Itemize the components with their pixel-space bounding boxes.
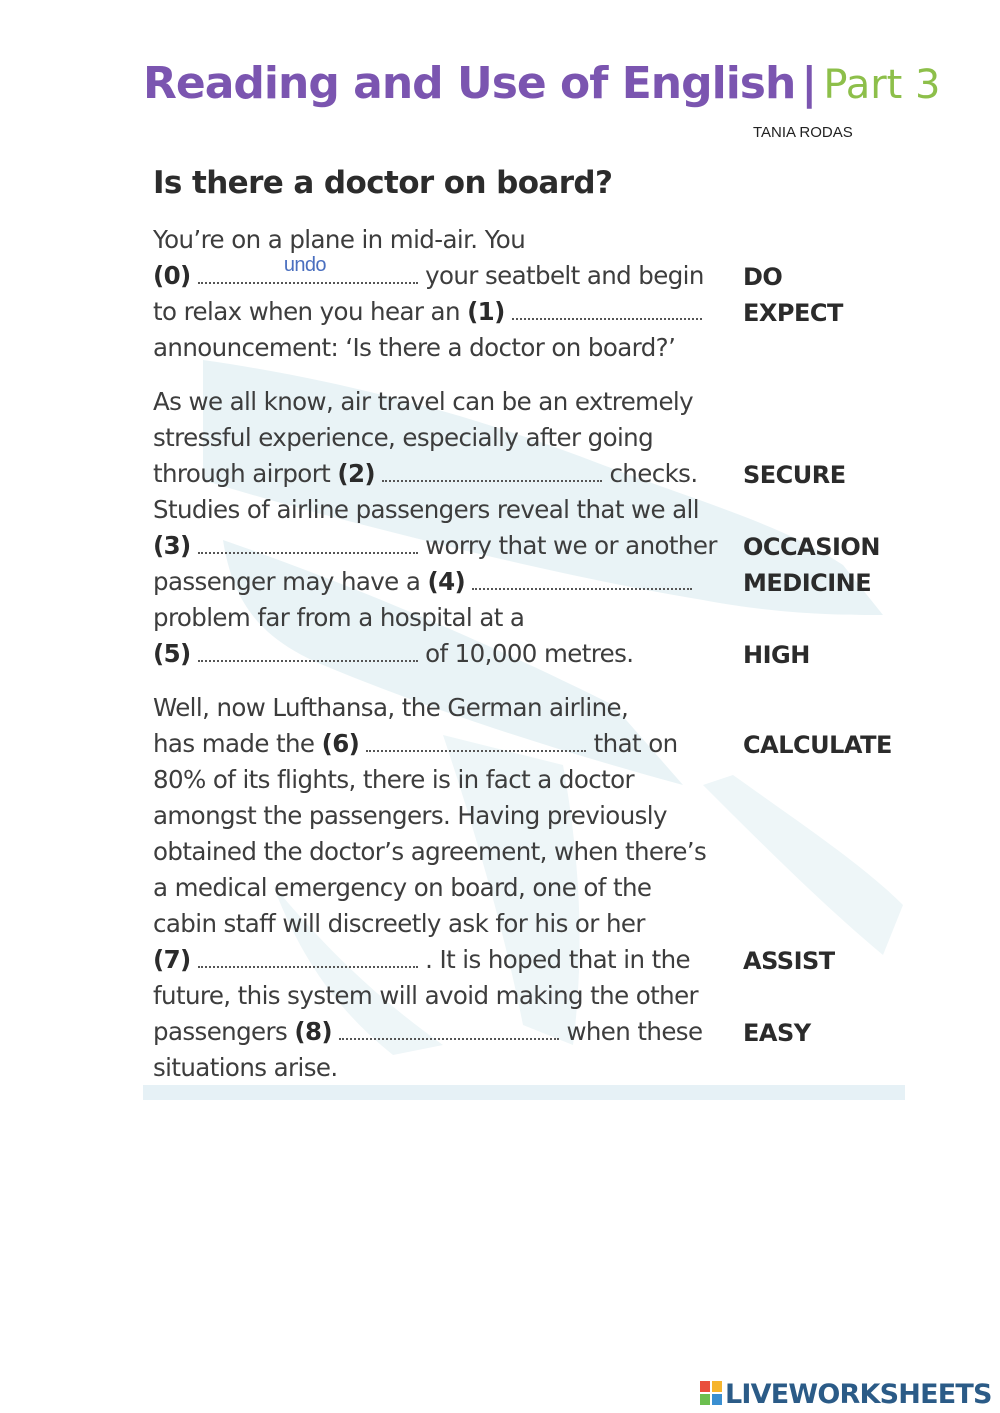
gap-7-answer-field[interactable] [198, 946, 418, 968]
gap-5-answer-field[interactable] [198, 640, 418, 662]
text-line [153, 567, 692, 596]
text-line: You’re on a plane in mid-air. You [153, 225, 526, 254]
panel-bottom-band [143, 1085, 905, 1100]
text-line: cabin staff will discreetly ask for his or her [153, 909, 645, 938]
title-part: Part 3 [823, 62, 941, 108]
text-segment: . It is hoped that in the [425, 945, 690, 974]
gap-2-answer-field[interactable] [382, 460, 602, 482]
text-line: Studies of airline passengers reveal that we all [153, 495, 699, 524]
text-line [153, 945, 690, 974]
text-segment: of 10,000 metres. [425, 639, 634, 668]
text-line: 80% of its flights, there is in fact a doctor [153, 765, 634, 794]
cue-word-1: EXPECT [743, 299, 843, 327]
cue-word-8: EASY [743, 1019, 811, 1047]
logo-text: LIVEWORKSHEETS [725, 1379, 992, 1410]
text-line [153, 531, 717, 560]
exercise-heading: Is there a doctor on board? [153, 165, 613, 201]
gap-number-4: (4) [427, 567, 466, 596]
cue-word-5: HIGH [743, 641, 810, 669]
text-line: As we all know, air travel can be an extremely [153, 387, 694, 416]
text-segment: passengers [153, 1017, 288, 1046]
title-main: Reading and Use of English [143, 58, 796, 109]
exercise-panel [143, 145, 905, 1100]
text-line: Well, now Lufthansa, the German airline, [153, 693, 629, 722]
text-line: amongst the passengers. Having previously [153, 801, 667, 830]
text-line: problem far from a hospital at a [153, 603, 525, 632]
page-title [143, 58, 941, 109]
liveworksheets-logo[interactable] [700, 1376, 992, 1412]
text-line: a medical emergency on board, one of the [153, 873, 652, 902]
text-segment: that on [593, 729, 678, 758]
cue-word-2: SECURE [743, 461, 846, 489]
gap-8-answer-field[interactable] [339, 1018, 559, 1040]
gap-0-answer: undo [283, 254, 326, 276]
liveworksheets-logo-icon [700, 1381, 724, 1407]
cue-word-7: ASSIST [743, 947, 835, 975]
gap-0-answer-field[interactable] [198, 254, 418, 284]
text-line: stressful experience, especially after going [153, 423, 654, 452]
text-line: situations arise. [153, 1053, 338, 1082]
text-segment: checks. [609, 459, 698, 488]
gap-4-answer-field[interactable] [472, 568, 692, 590]
title-separator: | [801, 58, 818, 109]
gap-number-3: (3) [153, 531, 191, 560]
text-line [153, 729, 678, 758]
text-segment: your seatbelt and begin [425, 261, 704, 290]
text-segment: has made the [153, 729, 315, 758]
gap-1-answer-field[interactable] [512, 298, 702, 320]
cue-word-6: CALCULATE [743, 731, 892, 759]
gap-number-6: (6) [321, 729, 360, 758]
text-line [153, 639, 634, 668]
text-segment: to relax when you hear an [153, 297, 460, 326]
text-line: obtained the doctor’s agreement, when there’s [153, 837, 707, 866]
text-segment: passenger may have a [153, 567, 421, 596]
gap-number-5: (5) [153, 639, 191, 668]
author-name: TANIA RODAS [753, 124, 853, 141]
cue-word-0: DO [743, 263, 783, 291]
text-segment: through airport [153, 459, 331, 488]
text-line [153, 1017, 702, 1046]
gap-3-answer-field[interactable] [198, 532, 418, 554]
gap-number-0: (0) [153, 261, 191, 290]
text-line [153, 459, 698, 488]
text-segment: worry that we or another [425, 531, 717, 560]
gap-number-2: (2) [337, 459, 376, 488]
gap-6-answer-field[interactable] [366, 730, 586, 752]
text-line: announcement: ‘Is there a doctor on board?’ [153, 333, 676, 362]
gap-number-1: (1) [467, 297, 505, 326]
cue-word-4: MEDICINE [743, 569, 872, 597]
gap-number-7: (7) [153, 945, 191, 974]
text-line [153, 297, 702, 326]
text-segment: when these [566, 1017, 703, 1046]
cue-word-3: OCCASION [743, 533, 880, 561]
text-line [153, 254, 704, 290]
text-line: future, this system will avoid making the other [153, 981, 699, 1010]
gap-number-8: (8) [294, 1017, 333, 1046]
